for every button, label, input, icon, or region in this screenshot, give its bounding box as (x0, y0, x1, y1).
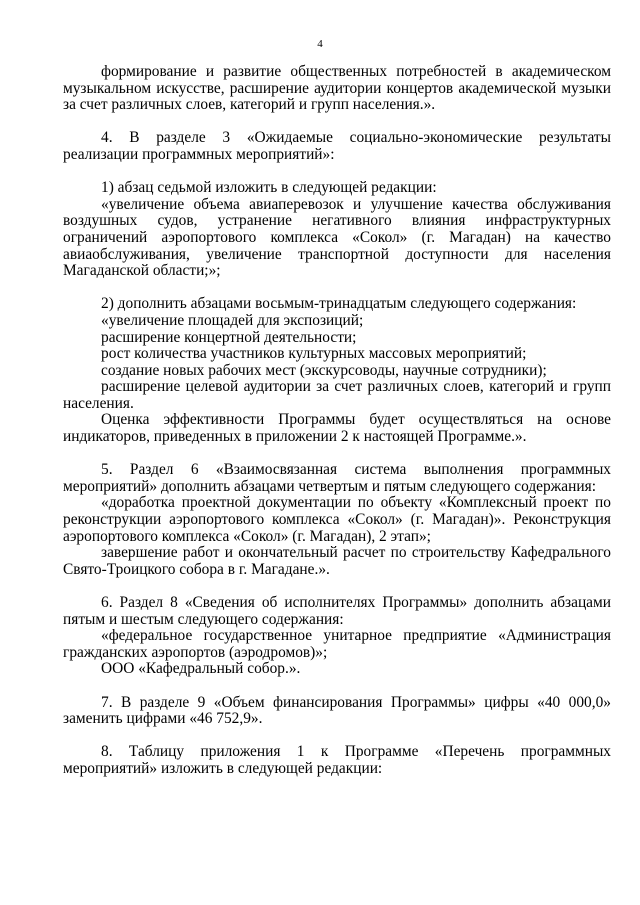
paragraph: 1) абзац седьмой изложить в следующей редакции: (101, 179, 437, 197)
paragraph: формирование и развитие общественных потребностей в академическом музыкальном искусстве, расширение аудитории концертов академической музыки за счет различных слоев, категорий и групп населения.». (63, 63, 611, 114)
page-number: 4 (317, 38, 323, 50)
paragraph: «увеличение объема авиаперевозок и улучшение качества обслуживания воздушных судов, устранение негативного влияния инфраструктурных ограничений аэропортового комплекса «Сокол» (г. Магадан) на качество авиаобслуживания, увеличение транспортной доступности для населения Магаданской области;»; (63, 195, 611, 280)
paragraph: расширение концертной деятельности; (101, 328, 357, 346)
paragraph: 5. Раздел 6 «Взаимосвязанная система выполнения программных мероприятий» дополнить абзацами четвертым и пятым следующего содержания: (63, 461, 611, 495)
paragraph: «увеличение площадей для экспозиций; (101, 311, 364, 329)
paragraph: «федеральное государственное унитарное предприятие «Администрация гражданских аэропортов (аэродромов)»; (63, 627, 611, 661)
paragraph: 8. Таблицу приложения 1 к Программе «Перечень программных мероприятий» изложить в следующей редакции: (63, 743, 611, 777)
paragraph: ООО «Кафедральный собор.». (101, 660, 301, 678)
paragraph: расширение целевой аудитории за счет различных слоев, категорий и групп населения. (63, 378, 611, 412)
paragraph: Оценка эффективности Программы будет осуществляться на основе индикаторов, приведенных в приложении 2 к настоящей Программе.». (63, 411, 611, 446)
paragraph: 4. В разделе 3 «Ожидаемые социально-экономические результаты реализации программных мероприятий»: (63, 129, 611, 163)
paragraph: завершение работ и окончательный расчет по строительству Кафедрального Свято-Троицкого собора в г. Магадане.». (63, 544, 611, 578)
paragraph: создание новых рабочих мест (экскурсоводы, научные сотрудники); (101, 361, 547, 379)
paragraph: 6. Раздел 8 «Сведения об исполнителях Программы» дополнить абзацами пятым и шестым следующего содержания: (63, 594, 611, 628)
paragraph: 7. В разделе 9 «Объем финансирования Программы» цифры «40 000,0» заменить цифрами «46 752,9». (63, 693, 611, 728)
paragraph: 2) дополнить абзацами восьмым-тринадцатым следующего содержания: (101, 295, 577, 313)
paragraph: «доработка проектной документации по объекту «Комплексный проект по реконструкции аэропортового комплекса «Сокол» (г. Магадан)». Реконструкция аэропортового комплекса «Сокол» (г. Магадан), 2 этап»; (63, 494, 611, 545)
document-body (63, 64, 611, 778)
paragraph: рост количества участников культурных массовых мероприятий; (101, 345, 527, 363)
